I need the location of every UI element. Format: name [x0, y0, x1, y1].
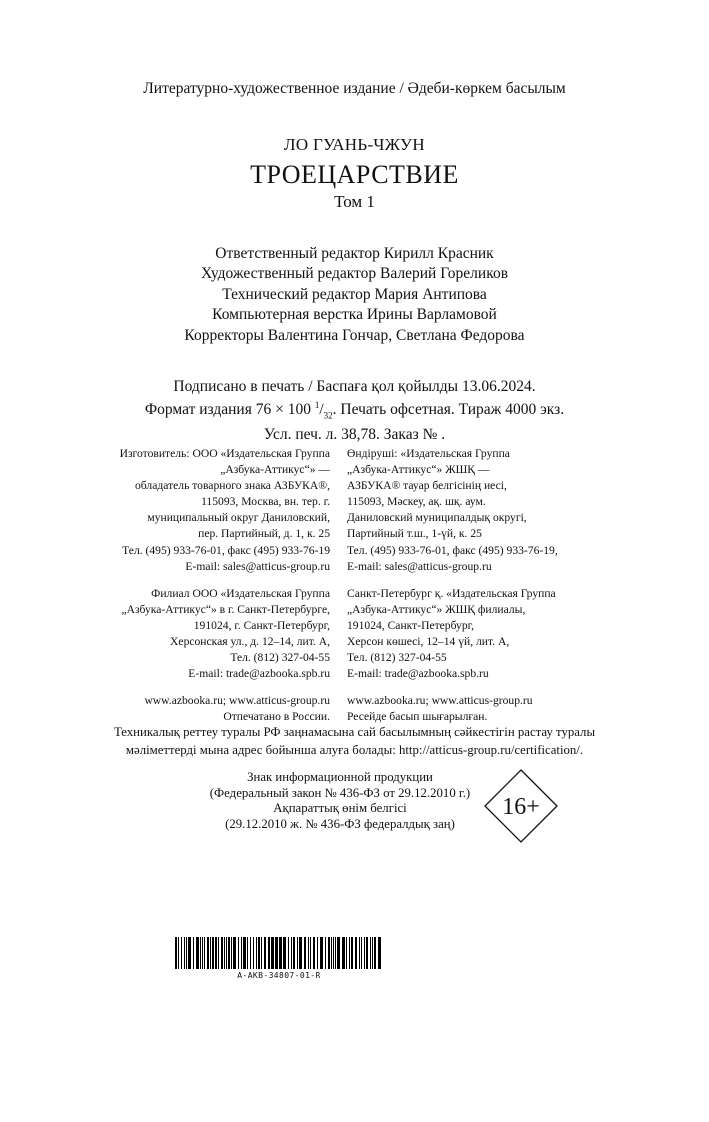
info-product-mark	[200, 770, 480, 832]
barcode-bar	[275, 937, 278, 969]
barcode-bar	[253, 937, 254, 969]
barcode-bar	[210, 937, 211, 969]
barcode-bar	[288, 937, 289, 969]
age-rating-badge	[484, 769, 558, 843]
sheets-order: Усл. печ. л. 38,78. Заказ № .	[263, 426, 446, 444]
credit-line: Технический редактор Мария Антипова	[222, 285, 487, 303]
barcode-bar	[261, 937, 262, 969]
branch-kz	[347, 586, 558, 683]
branch-ru-line: Херсонская ул., д. 12–14, лит. А,	[170, 635, 330, 649]
credit-line: Корректоры Валентина Гончар, Светлана Федорова	[184, 326, 525, 344]
barcode-bar	[193, 937, 194, 969]
barcode-bar	[349, 937, 350, 969]
manufacturer-kz-line: АЗБУКА® тауар белгісінің иесі,	[347, 479, 507, 493]
barcode-bar	[264, 937, 266, 969]
barcode-bar	[335, 937, 336, 969]
manufacturer-kz-line: „Азбука-Аттикус“» ЖШҚ —	[347, 463, 490, 477]
info-mark-line: Ақпараттық өнім белгісі	[273, 801, 407, 815]
branch-kz-line: Херсон көшесі, 12–14 үй, лит. А,	[347, 635, 510, 649]
branch-ru	[120, 586, 330, 683]
barcode-code: A-AKB-34807-01-R	[237, 971, 321, 980]
format-line: Формат издания 76 × 100 $^1/_{32}$. Печать офсетная. Тираж 4000 экз.	[144, 400, 565, 421]
barcode-bar	[283, 937, 286, 969]
credit-line: Художественный редактор Валерий Гореликов	[200, 265, 509, 283]
barcode-bar	[202, 937, 203, 969]
barcode-bar	[250, 937, 251, 969]
barcode-bar	[308, 937, 309, 969]
barcode-bar	[317, 937, 318, 969]
manufacturer-kz-line: Тел. (495) 933-76-01, факс (495) 933-76-19,	[347, 543, 558, 557]
imprint-column-ru	[120, 446, 330, 726]
barcode-bar	[374, 937, 376, 969]
barcode-bar	[184, 937, 185, 969]
barcode-bar	[366, 937, 368, 969]
barcode-bar	[233, 937, 236, 969]
manufacturer-kz-line: Өндіруші: «Издательская Группа	[347, 447, 510, 460]
info-mark-line: (29.12.2010 ж. № 436-ФЗ федералдық заң)	[225, 816, 455, 831]
barcode-bar	[231, 937, 232, 969]
barcode-bar	[333, 937, 334, 969]
barcode-bar	[355, 937, 357, 969]
barcode-bar	[291, 937, 292, 969]
manufacturer-kz-line: 115093, Мәскеу, ақ. шқ. аум.	[347, 495, 486, 509]
barcode-bar	[361, 937, 362, 969]
barcode-bar	[346, 937, 347, 969]
book-title: ТРОЕЦАРСТВИЕ	[250, 160, 459, 189]
web-ru-line: Отпечатано в России.	[223, 710, 330, 724]
branch-ru-line: „Азбука-Аттикус“» в г. Санкт-Петербурге,	[121, 602, 330, 616]
barcode-bar	[247, 937, 248, 969]
manufacturer-ru	[120, 446, 330, 575]
barcode-bar	[271, 937, 274, 969]
manufacturer-kz-line: Партийный т.ш., 1-үй, к. 25	[347, 527, 482, 541]
barcode-bar	[342, 937, 345, 969]
barcode-bar	[186, 937, 187, 969]
web-ru	[120, 693, 330, 725]
barcode-bar	[328, 937, 330, 969]
barcode-bar	[310, 937, 311, 969]
barcode-bar	[320, 937, 323, 969]
info-mark-line: Знак информационной продукции	[247, 770, 433, 784]
manufacturer-ru-line: Тел. (495) 933-76-01, факс (495) 933-76-19	[122, 543, 330, 557]
barcode-bar	[268, 937, 270, 969]
printing-details	[0, 377, 709, 444]
branch-ru-line: Филиал ООО «Издательская Группа	[151, 586, 330, 600]
web-kz-line: Ресейде басып шығарылған.	[347, 710, 488, 724]
barcode-bar	[293, 937, 295, 969]
barcode-image	[175, 937, 383, 969]
format-sub: 32	[323, 410, 333, 421]
barcode-bar	[212, 937, 214, 969]
web-kz-line: www.azbooka.ru; www.atticus-group.ru	[347, 694, 533, 708]
manufacturer-ru-line: Изготовитель: ООО «Издательская Группа	[119, 447, 330, 460]
format-sup: 1	[314, 400, 320, 410]
age-rating-text: 16+	[502, 794, 540, 820]
barcode-bar	[238, 937, 239, 969]
barcode-bar	[226, 937, 227, 969]
barcode-bar	[200, 937, 201, 969]
manufacturer-kz-line: E-mail: sales@atticus-group.ru	[347, 559, 492, 573]
barcode-bar	[378, 937, 381, 969]
manufacturer-ru-line: E-mail: sales@atticus-group.ru	[185, 559, 330, 573]
barcode-bar	[207, 937, 209, 969]
barcode-bar	[215, 937, 217, 969]
barcode-bar	[224, 937, 225, 969]
barcode-bar	[372, 937, 373, 969]
barcode-bar	[178, 937, 179, 969]
format-prefix: Формат издания 76 × 100	[144, 401, 315, 419]
barcode-bar	[175, 937, 177, 969]
barcode-bar	[337, 937, 340, 969]
barcode-bar	[313, 937, 315, 969]
web-ru-line: www.azbooka.ru; www.atticus-group.ru	[144, 694, 330, 708]
edition-type: Литературно-художественное издание / Әдеби-көркем басылым	[143, 80, 566, 97]
barcode-bar	[196, 937, 199, 969]
barcode-bar	[181, 937, 182, 969]
branch-kz-line: „Азбука-Аттикус“» ЖШҚ филиалы,	[347, 602, 526, 616]
book-volume: Том 1	[334, 192, 375, 211]
credits-block	[0, 244, 709, 346]
manufacturer-ru-line: 115093, Москва, вн. тер. г.	[201, 495, 330, 509]
branch-kz-line: 191024, Санкт-Петербург,	[347, 618, 474, 632]
info-mark-line: (Федеральный закон № 436-ФЗ от 29.12.2010 г.)	[209, 785, 471, 800]
barcode-bar	[279, 937, 282, 969]
certification-line: Техникалық реттеу туралы РФ заңнамасына сай басылымның сәйкестігін растау туралы	[113, 725, 596, 739]
barcode-bar	[299, 937, 302, 969]
credit-line: Компьютерная верстка Ирины Варламовой	[212, 306, 497, 324]
manufacturer-kz	[347, 446, 558, 575]
barcode-bar	[256, 937, 257, 969]
manufacturer-ru-line: муниципальный округ Даниловский,	[147, 511, 330, 525]
branch-kz-line: Санкт-Петербург қ. «Издательская Группа	[347, 586, 556, 600]
barcode-bar	[204, 937, 205, 969]
branch-ru-line: E-mail: trade@azbooka.spb.ru	[188, 667, 330, 681]
manufacturer-kz-line: Даниловский муниципалдық округі,	[347, 511, 527, 525]
branch-kz-line: Тел. (812) 327-04-55	[347, 651, 447, 665]
barcode-bar	[241, 937, 242, 969]
barcode-bar	[188, 937, 191, 969]
barcode-bar	[359, 937, 360, 969]
barcode-bar	[228, 937, 230, 969]
barcode-bar	[297, 937, 298, 969]
imprint-column-kz	[347, 446, 558, 726]
barcode-bar	[325, 937, 326, 969]
credit-line: Ответственный редактор Кирилл Красник	[215, 245, 494, 262]
barcode-bar	[221, 937, 223, 969]
branch-ru-line: Тел. (812) 327-04-55	[230, 651, 330, 665]
barcode-bar	[370, 937, 371, 969]
certification-note	[0, 723, 709, 759]
barcode-bar	[243, 937, 246, 969]
barcode-bar	[218, 937, 219, 969]
manufacturer-ru-line: пер. Партийный, д. 1, к. 25	[198, 527, 330, 541]
barcode-bar	[331, 937, 332, 969]
barcode-bar	[258, 937, 260, 969]
barcode-bar	[351, 937, 353, 969]
manufacturer-ru-line: обладатель товарного знака АЗБУКА®,	[135, 479, 330, 493]
format-suffix: . Печать офсетная. Тираж 4000 экз.	[332, 401, 565, 419]
book-author: ЛО ГУАНЬ-ЧЖУН	[284, 135, 425, 154]
certification-line: мәліметтерді мына адрес бойынша алуға болады: http://atticus-group.ru/certification/.	[125, 743, 584, 757]
web-kz	[347, 693, 558, 725]
barcode-bar	[304, 937, 306, 969]
manufacturer-ru-line: „Азбука-Аттикус“» —	[220, 463, 330, 477]
branch-kz-line: E-mail: trade@azbooka.spb.ru	[347, 667, 489, 681]
signed-date: Подписано в печать / Баспаға қол қойылды 13.06.2024.	[173, 378, 536, 395]
barcode-bar	[364, 937, 365, 969]
branch-ru-line: 191024, г. Санкт-Петербург,	[193, 618, 330, 632]
